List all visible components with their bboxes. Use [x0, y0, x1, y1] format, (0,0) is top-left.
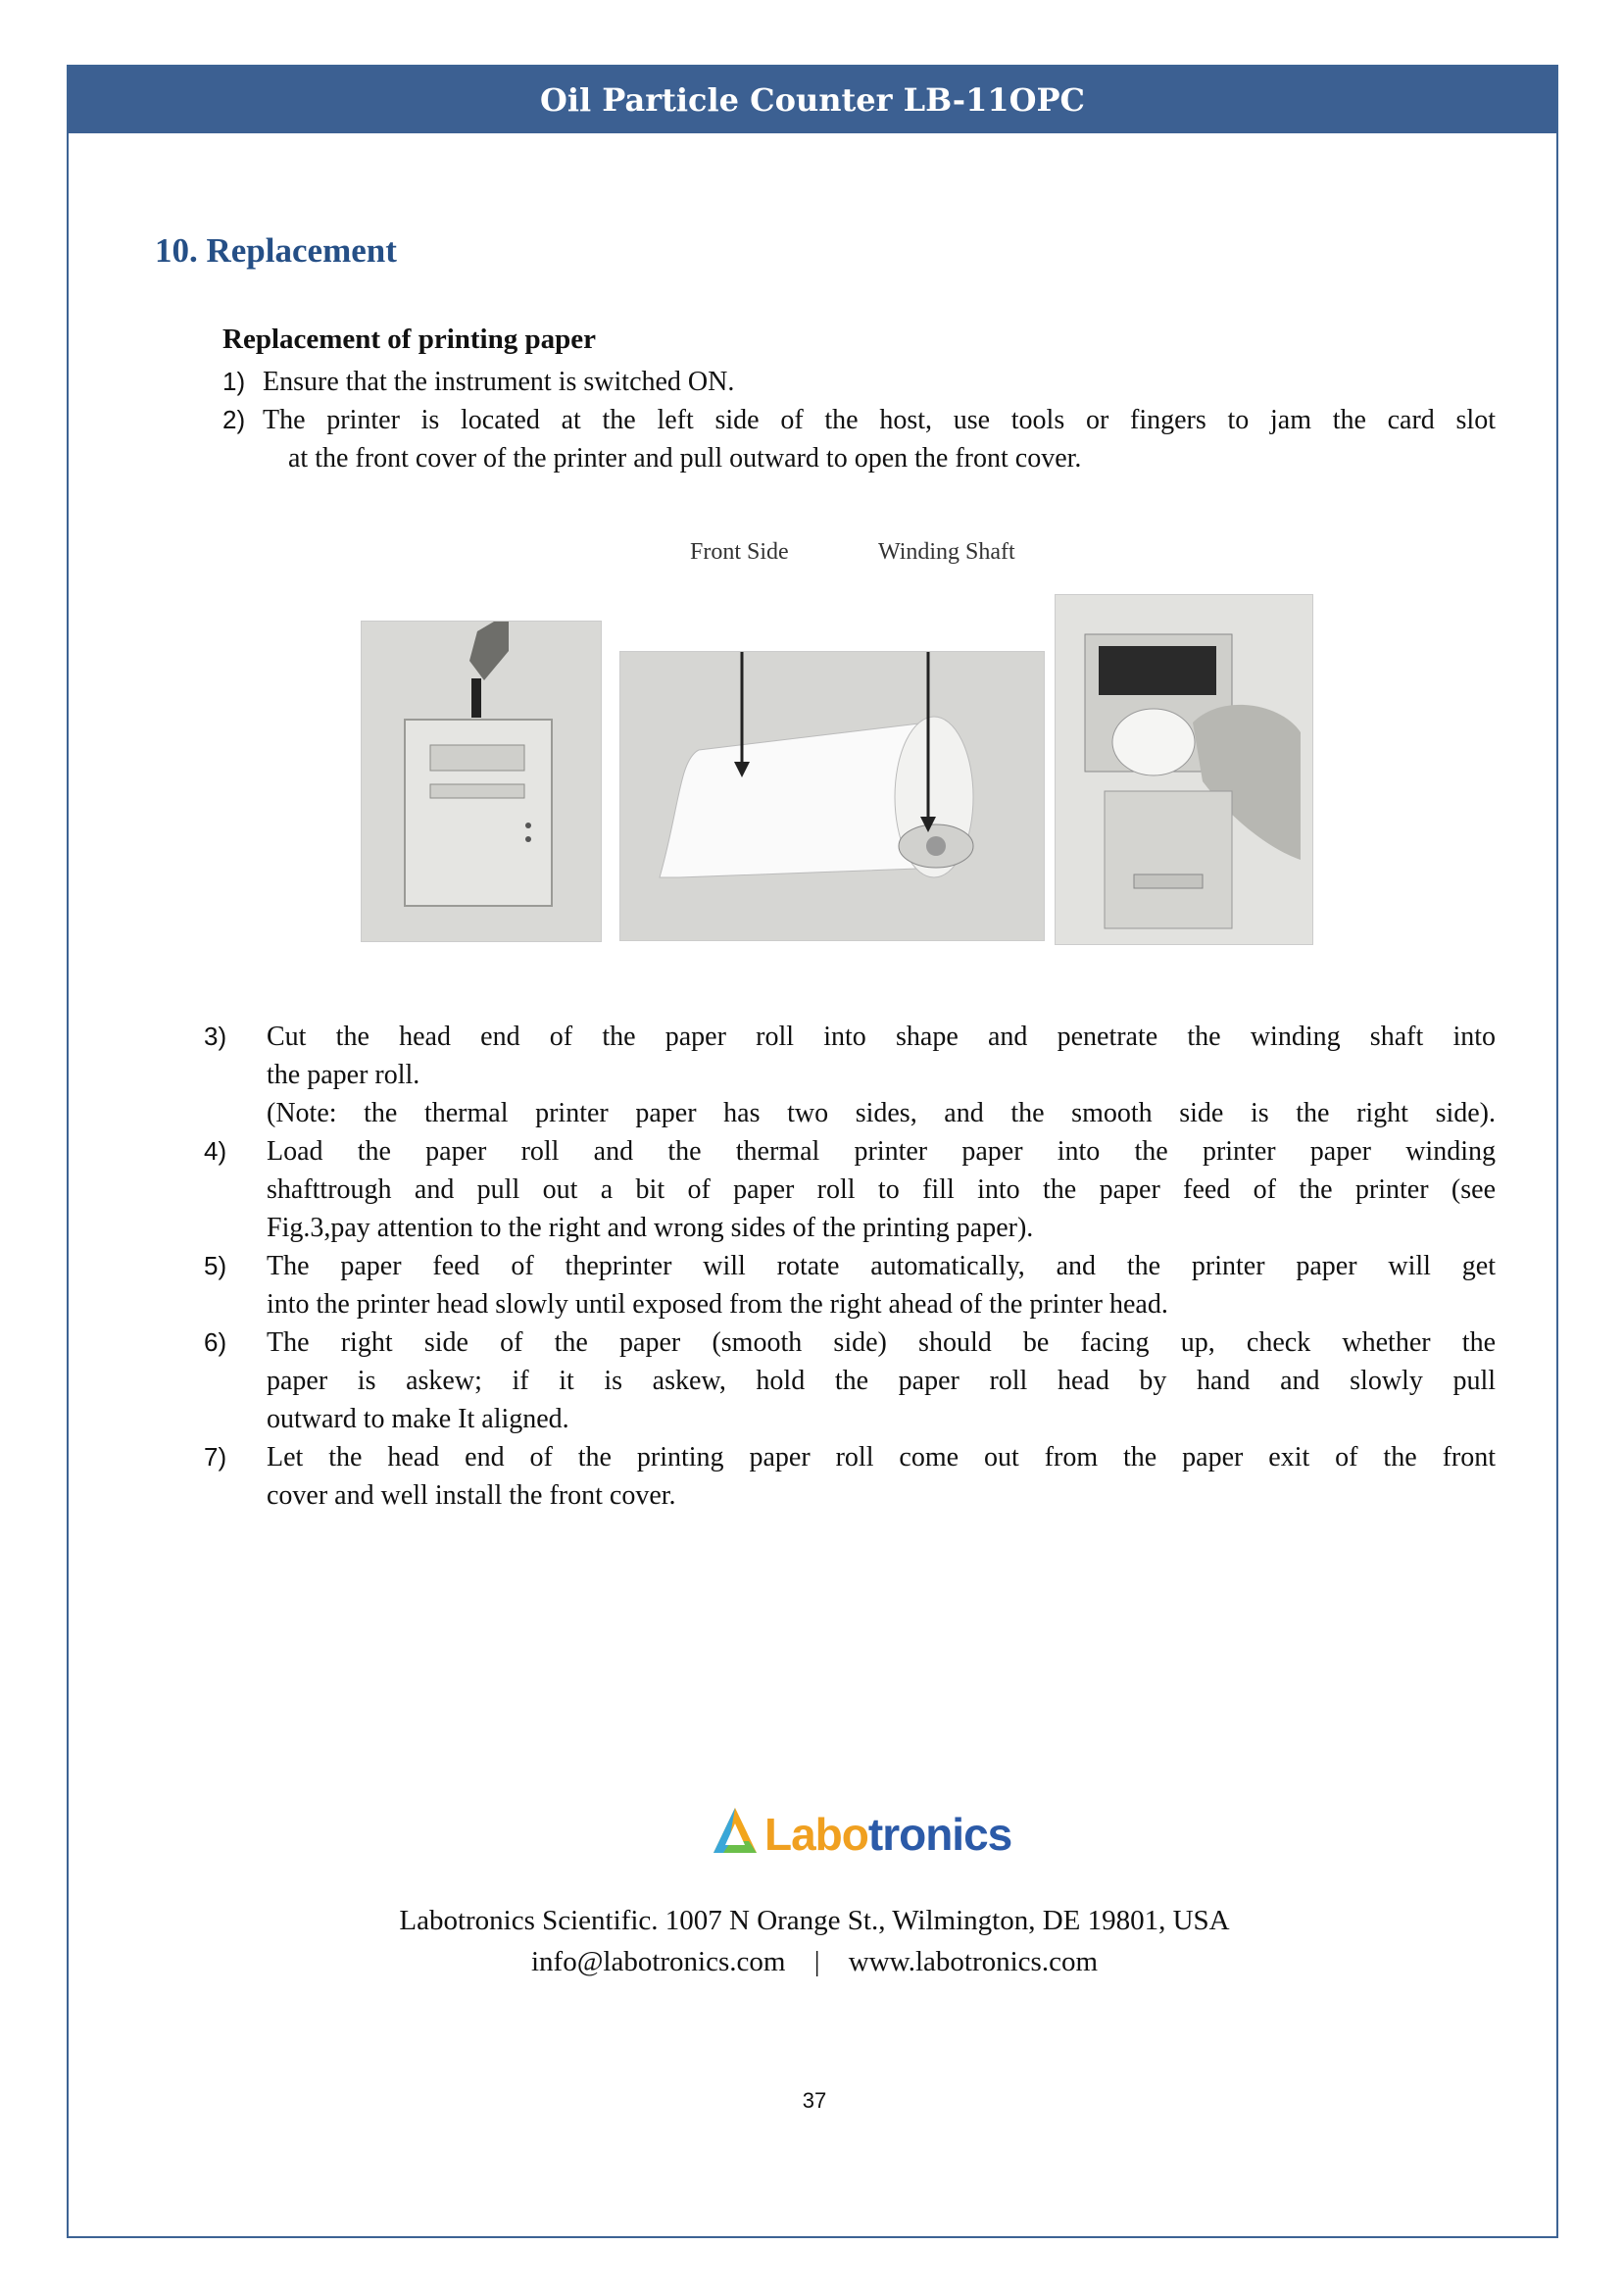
footer-website[interactable]: www.labotronics.com	[848, 1946, 1098, 1977]
logo-wordmark-part-b: tronics	[867, 1809, 1012, 1860]
step-text: The printer is located at the left side of the host, use tools or fingers to jam the card slot	[263, 405, 1496, 435]
footer-contact	[69, 1946, 1560, 1978]
footer-address: Labotronics Scientific. 1007 N Orange St., Wilmington, DE 19801, USA	[399, 1905, 1230, 1936]
footer-email[interactable]: info@labotronics.com	[530, 1946, 786, 1977]
step-text: Ensure that the instrument is switched ON.	[263, 367, 735, 397]
step-number: 4)	[204, 1136, 227, 1166]
page-frame	[67, 65, 1558, 2238]
logo-wordmark-part-a: Labo	[764, 1809, 868, 1860]
logo-triangle-icon	[710, 1804, 761, 1859]
step-number: 7)	[204, 1442, 227, 1472]
step-text: paper is askew; if it is askew, hold the paper roll head by hand and slowly pull	[267, 1366, 1496, 1396]
loading-paper-drawing	[1056, 595, 1312, 944]
step-text: into the printer head slowly until exposed from the right ahead of the printer head.	[267, 1289, 1168, 1320]
header-bar	[69, 67, 1556, 133]
labotronics-logo	[710, 1804, 1062, 1863]
step-number: 5)	[204, 1251, 227, 1280]
printer-front-cover-photo	[361, 621, 602, 942]
page-number: 37	[802, 2088, 827, 2113]
subsection-title: Replacement of printing paper	[222, 324, 596, 355]
step-number: 3)	[204, 1022, 227, 1051]
step-number: 1)	[222, 367, 246, 396]
logo-wordmark	[764, 1808, 1011, 1861]
loading-paper-photo	[1055, 594, 1313, 945]
figure-label-winding-shaft: Winding Shaft	[878, 539, 1015, 565]
step-text: (Note: the thermal printer paper has two sides, and the smooth side is the right side).	[267, 1098, 1496, 1128]
figure-label-front-side: Front Side	[690, 539, 789, 565]
step-text: Cut the head end of the paper roll into shape and penetrate the winding shaft into	[267, 1022, 1496, 1052]
section-title: 10. Replacement	[155, 231, 397, 270]
paper-roll-drawing	[620, 652, 1044, 940]
step-text: The paper feed of theprinter will rotate automatically, and the printer paper will get	[267, 1251, 1496, 1281]
step-text: at the front cover of the printer and pull outward to open the front cover.	[288, 443, 1082, 474]
step-text: Let the head end of the printing paper roll come out from the paper exit of the front	[267, 1442, 1496, 1472]
step-number: 2)	[222, 405, 246, 434]
step-text: outward to make It aligned.	[267, 1404, 569, 1434]
step-text: the paper roll.	[267, 1060, 420, 1090]
step-number: 6)	[204, 1327, 227, 1357]
step-text: The right side of the paper (smooth side) should be facing up, check whether the	[267, 1327, 1496, 1358]
step-text: Fig.3,pay attention to the right and wrong sides of the printing paper).	[267, 1213, 1034, 1243]
step-text: cover and well install the front cover.	[267, 1480, 676, 1511]
step-text: Load the paper roll and the thermal printer paper into the printer paper winding	[267, 1136, 1496, 1167]
footer-separator: |	[813, 1946, 820, 1977]
printer-front-cover-drawing	[362, 622, 601, 941]
step-text: shafttrough and pull out a bit of paper roll to fill into the paper feed of the printer (see	[267, 1174, 1496, 1205]
paper-roll-photo	[619, 651, 1045, 941]
header-title: Oil Particle Counter LB-11OPC	[539, 81, 1086, 119]
